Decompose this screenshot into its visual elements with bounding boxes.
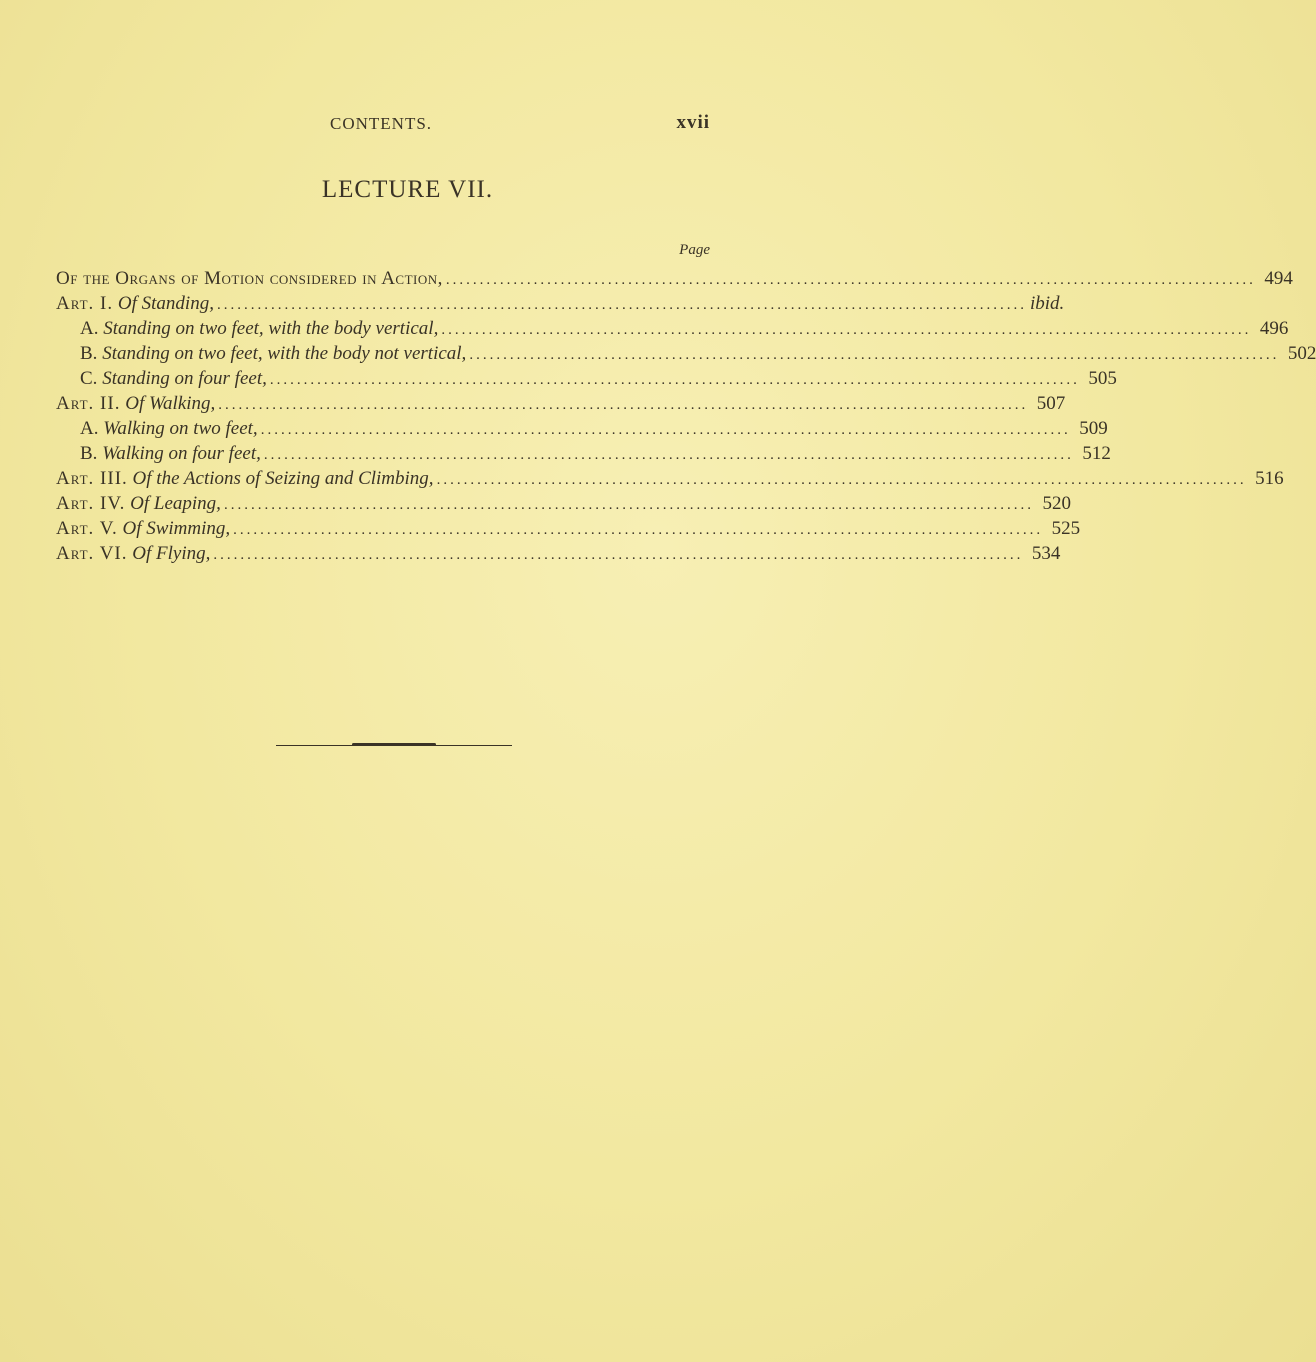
- toc-subsection-letter: B.: [80, 443, 98, 464]
- toc-article-title: Of Standing,: [117, 293, 214, 314]
- dot-leader: ........................................................................................................................: [223, 497, 1034, 513]
- toc-subsection-row: [56, 343, 1316, 368]
- dot-leader: ........................................................................................................................: [218, 397, 1029, 413]
- dot-leader: ........................................................................................................................: [216, 297, 1027, 313]
- toc-article-row: [56, 493, 1071, 518]
- toc-page-number: 520: [1042, 493, 1071, 514]
- toc-article-number: Art. IV.: [56, 493, 126, 514]
- toc-article-row: [56, 468, 1284, 493]
- toc-page-number: 507: [1036, 393, 1066, 414]
- dot-leader: ........................................................................................................................: [260, 422, 1071, 438]
- toc-article-number: Art. V.: [56, 518, 118, 539]
- toc-article-row: [56, 393, 1066, 418]
- toc-subsection-title: Standing on two feet, with the body vertical,: [103, 318, 439, 339]
- dot-leader: ........................................................................................................................: [441, 322, 1252, 338]
- toc-article-title: Of Flying,: [132, 543, 211, 564]
- page-column-label: Page: [679, 242, 710, 258]
- dot-leader: ........................................................................................................................: [213, 547, 1024, 563]
- toc-subsection-letter: A.: [80, 318, 99, 339]
- running-head-page-number: xvii: [676, 112, 710, 133]
- toc-page-number: 525: [1051, 518, 1081, 539]
- toc-article-title: Of the Actions of Seizing and Climbing,: [132, 468, 434, 489]
- dot-leader: ........................................................................................................................: [263, 447, 1074, 463]
- toc-article-title: Of Swimming,: [122, 518, 231, 539]
- toc-subsection-letter: B.: [80, 343, 98, 364]
- toc-article-number: Art. III.: [56, 468, 128, 489]
- lecture-title: LECTURE VII.: [321, 176, 494, 203]
- dot-leader: ........................................................................................................................: [436, 472, 1247, 488]
- toc-article-row: [56, 518, 1081, 543]
- toc-page-number: 505: [1088, 368, 1117, 389]
- ornamental-rule-center: [352, 743, 436, 746]
- dot-leader: ........................................................................................................................: [445, 272, 1256, 288]
- toc-page-number: 502: [1287, 343, 1316, 364]
- toc-article-title: Of Leaping,: [130, 493, 221, 514]
- toc-article-row: [56, 293, 1065, 318]
- toc-article-number: Art. I.: [56, 293, 114, 314]
- toc-subsection-letter: C.: [80, 368, 98, 389]
- dot-leader: ........................................................................................................................: [469, 347, 1280, 363]
- toc-page-number: 512: [1082, 443, 1111, 464]
- toc-heading: Of the Organs of Motion considered in Action,: [56, 268, 443, 289]
- toc-page-number: 496: [1259, 318, 1289, 339]
- toc-heading-row: [56, 268, 1293, 293]
- toc-subsection-row: [56, 368, 1117, 393]
- toc-article-title: Of Walking,: [125, 393, 216, 414]
- toc-subsection-title: Standing on four feet,: [102, 368, 267, 389]
- toc-subsection-row: [56, 418, 1108, 443]
- dot-leader: ........................................................................................................................: [233, 522, 1044, 538]
- toc-page-number: 494: [1264, 268, 1293, 289]
- toc-subsection-row: [56, 443, 1111, 468]
- toc-article-number: Art. II.: [56, 393, 121, 414]
- toc-article-row: [56, 543, 1061, 568]
- toc-page-number: 516: [1255, 468, 1284, 489]
- toc-page-number: ibid.: [1029, 293, 1065, 314]
- toc-page-number: 509: [1079, 418, 1108, 439]
- running-head: [330, 114, 710, 138]
- toc-subsection-title: Walking on four feet,: [102, 443, 261, 464]
- toc-subsection-title: Walking on two feet,: [103, 418, 258, 439]
- table-of-contents: [56, 268, 1316, 568]
- toc-page-number: 534: [1031, 543, 1061, 564]
- dot-leader: ........................................................................................................................: [269, 372, 1080, 388]
- toc-subsection-row: [56, 318, 1289, 343]
- toc-article-number: Art. VI.: [56, 543, 128, 564]
- running-head-title: CONTENTS.: [330, 114, 433, 133]
- toc-subsection-title: Standing on two feet, with the body not vertical,: [102, 343, 467, 364]
- toc-subsection-letter: A.: [80, 418, 99, 439]
